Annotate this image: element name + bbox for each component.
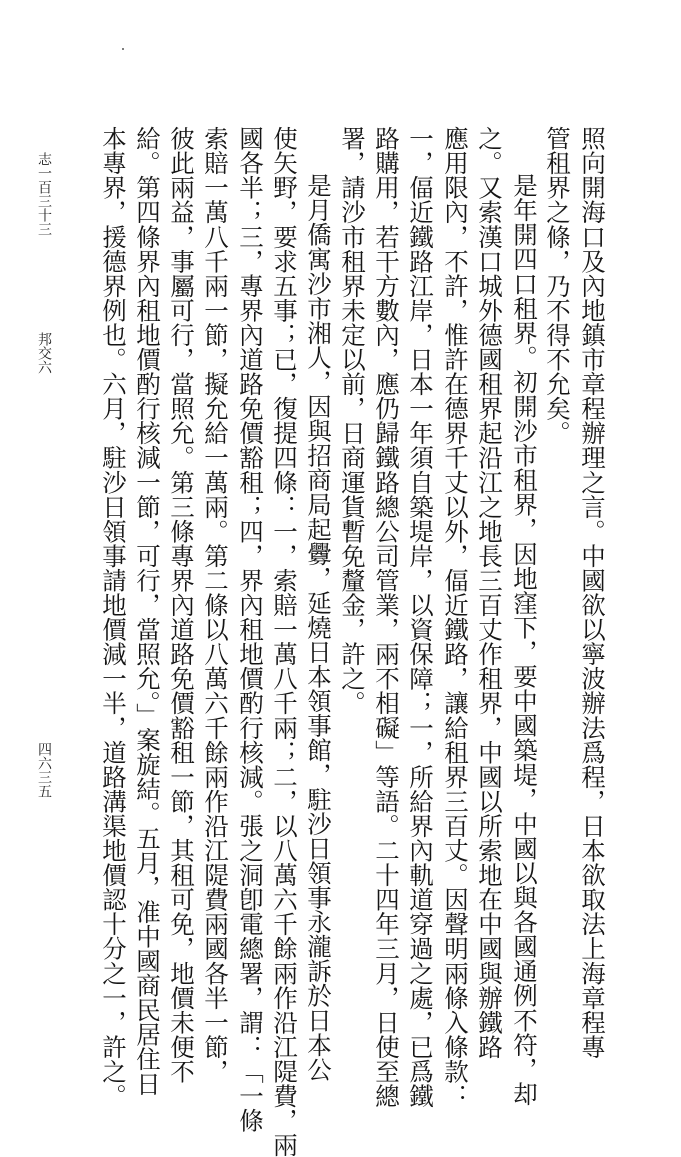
text-column: 國各半；三，專界內道路免價豁租；四，界內租地價酌行核減。張之洞卽電總署，謂：「一條 <box>236 126 265 1133</box>
text-column: 管租界之條，乃不得不允矣。 <box>543 126 572 446</box>
text-column: 之。又索漢口城外德國租界起沿江之地長三百丈作租界，中國以所索地在中國與辦鐵路 <box>475 126 504 1059</box>
text-column: 是年開四口租界。初開沙市租界，因地窪下，要中國築堤，中國以與各國通例不符，却 <box>510 173 539 1106</box>
margin-page-number: 四六三五 <box>36 742 52 798</box>
text-column: 應用限內，不許，惟許在德界千丈以外，偪近鐵路，讓給租界三百丈。因聲明兩條入條款： <box>441 126 470 1108</box>
text-column: 本專界，援德界例也。六月，駐沙日領事請地價減一半，道路溝渠地價認十分之一，許之。 <box>99 126 128 1108</box>
text-column: 路購用，若干方數內，應仍歸鐵路總公司管業，兩不相礙」等語。二十四年三月，日使至總 <box>372 126 401 1108</box>
text-column: 署，請沙市租界未定以前，日商運貨暫免釐金，許之。 <box>338 126 367 716</box>
text-column: 一，偪近鐵路江岸，日本一年須自築堤岸，以資保障；一，所給界內軌道穿過之處，已爲鐵 <box>406 126 435 1108</box>
margin-volume-label: 志一百三十三 <box>36 152 52 236</box>
text-column: 照向開海口及內地鎮市章程辦理之言。中國欲以寧波辦法爲程，日本欲取法上海章程專 <box>578 126 607 1059</box>
margin-section-label: 邦交六 <box>36 332 52 374</box>
scan-speck <box>122 48 124 50</box>
text-column: 是月僑寓沙市湘人，因與招商局起釁，延燒日本領事館，駐沙日領事永瀧訴於日本公 <box>304 173 333 1082</box>
text-column: 給。第四條界內租地價酌行核減一節，可行，當照允。」案旋結。五月，准中國商民居住日 <box>133 126 162 1096</box>
text-column: 索賠一萬八千兩一節，擬允給一萬兩。第二條以八萬六千餘兩作沿江隄費兩國各半一節， <box>201 126 230 1084</box>
text-column: 使矢野，要求五事；已，復提四條：一，索賠一萬八千兩；二，以八萬六千餘兩作沿江隄費，兩 <box>270 126 299 1157</box>
text-column: 彼此兩益，事屬可行，當照允。第三條專界內道路免價豁租一節，其租可免，地價未便不 <box>167 126 196 1084</box>
